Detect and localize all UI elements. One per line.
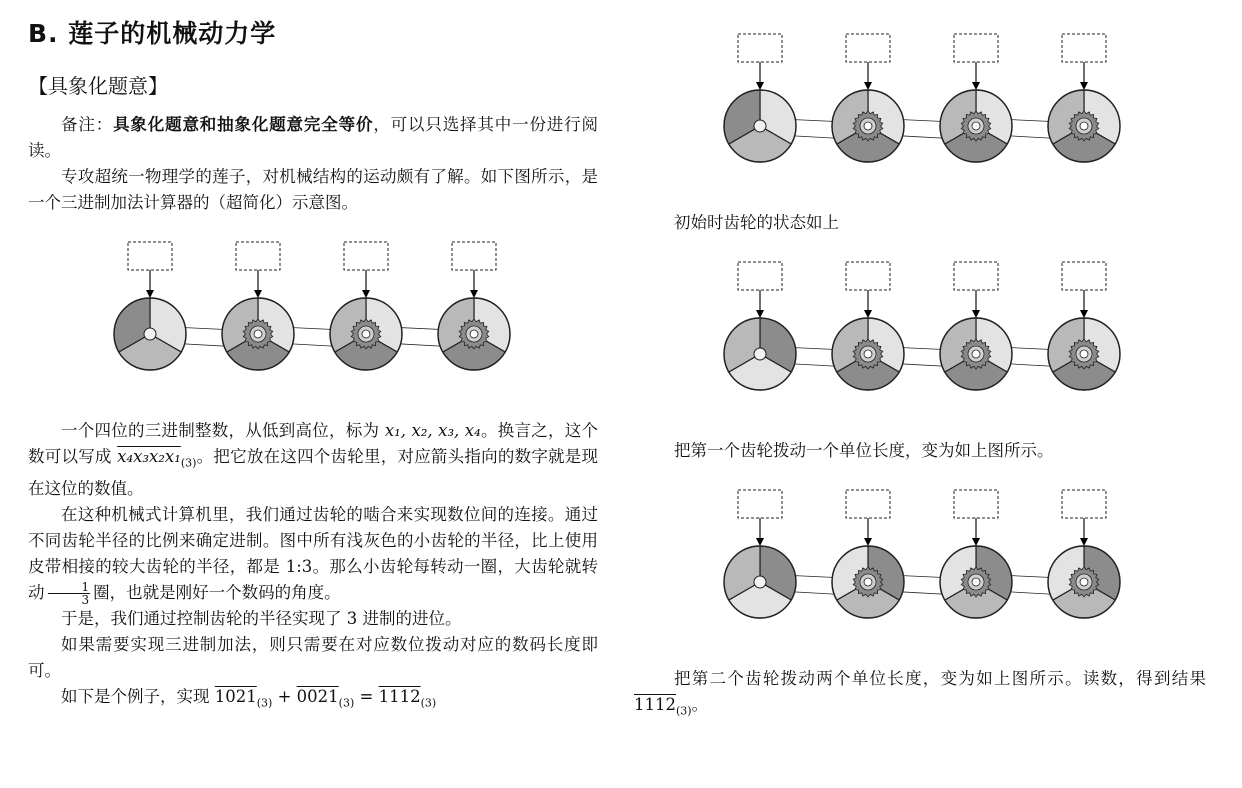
digit-box bbox=[954, 34, 998, 62]
intro-block bbox=[28, 112, 598, 216]
gears-text-a: 在这种机械式计算机里，我们通过齿轮的啮合来实现数位间的连接。通过不同齿轮半径的比例来确定进制。图中所有浅灰色的小齿轮的半径，比上使用皮带相接的较大齿轮的半径，都是 bbox=[28, 505, 598, 577]
digit-box bbox=[738, 34, 782, 62]
axle bbox=[1080, 578, 1088, 586]
diagram-left bbox=[100, 236, 530, 376]
example-base-3: (3) bbox=[420, 696, 437, 710]
axle bbox=[754, 348, 766, 360]
digits-paragraph bbox=[28, 418, 598, 502]
digit-box bbox=[954, 262, 998, 290]
axle bbox=[754, 120, 766, 132]
arrow-head bbox=[864, 538, 872, 546]
note-paragraph bbox=[28, 112, 598, 164]
caption-initial: 初始时齿轮的状态如上 bbox=[674, 213, 839, 232]
example-text: 如下是个例子，实现 bbox=[61, 687, 210, 707]
note-prefix: 备注： bbox=[61, 115, 114, 134]
gears-paragraph bbox=[28, 502, 598, 606]
number-notation: x₄x₃x₂x₁ bbox=[117, 447, 181, 466]
digit-box bbox=[236, 242, 280, 270]
caption-result: 1112 bbox=[634, 695, 676, 714]
arrow-head bbox=[1080, 538, 1088, 546]
axle bbox=[754, 576, 766, 588]
example-paragraph bbox=[28, 684, 598, 716]
digit-box bbox=[1062, 490, 1106, 518]
example-equals: = bbox=[359, 687, 374, 707]
digits-text-a: 一个四位的三进制整数，从低到高位，标为 bbox=[61, 421, 380, 440]
arrow-head bbox=[1080, 310, 1088, 318]
axle bbox=[1080, 122, 1088, 130]
arrow-head bbox=[864, 310, 872, 318]
carry-paragraph: 于是，我们通过控制齿轮的半径实现了 3 进制的进位。 bbox=[61, 609, 462, 629]
caption-step2-text: 把第二个齿轮拨动两个单位长度，变为如上图所示。读数，得到结果 bbox=[674, 669, 1206, 688]
digit-box bbox=[846, 262, 890, 290]
arrow-head bbox=[972, 310, 980, 318]
example-operand-1: 1021 bbox=[214, 687, 257, 707]
diagram-step2 bbox=[710, 484, 1140, 624]
digit-box bbox=[846, 490, 890, 518]
example-operand-2: 0021 bbox=[296, 687, 339, 707]
example-base-1: (3) bbox=[256, 696, 273, 710]
note-bold: 具象化题意和抽象化题意完全等价 bbox=[113, 115, 374, 134]
body-block bbox=[28, 418, 598, 717]
digit-box bbox=[1062, 34, 1106, 62]
axle bbox=[864, 578, 872, 586]
arrow-head bbox=[470, 290, 478, 298]
digit-box bbox=[344, 242, 388, 270]
diagram-initial bbox=[710, 28, 1140, 168]
intro-paragraph: 专攻超统一物理学的莲子，对机械结构的运动颇有了解。如下图所示，是一个三进制加法计算器的（超简化）示意图。 bbox=[28, 167, 598, 212]
arrow-head bbox=[756, 538, 764, 546]
diagram-step1 bbox=[710, 256, 1140, 396]
ratio-value: 1:3 bbox=[285, 557, 313, 577]
example-plus: + bbox=[277, 687, 292, 707]
digits-text-c: 。把它放在这四个齿轮里，对应箭头指向的数字就是现在这位的数值。 bbox=[28, 447, 599, 499]
note-suffix: ，可以只选择其中一份进行阅读。 bbox=[28, 115, 599, 160]
fraction bbox=[48, 581, 91, 606]
example-result: 1112 bbox=[378, 687, 421, 707]
caption-step2 bbox=[634, 666, 1206, 724]
gears-text-b: 。那么小齿轮每转动一圈，大齿轮就转动 bbox=[28, 557, 599, 603]
section-heading: 【具象化题意】 bbox=[28, 74, 168, 98]
digit-box bbox=[128, 242, 172, 270]
arrow-head bbox=[756, 82, 764, 90]
fraction-denominator: 3 bbox=[81, 593, 90, 608]
example-base-2: (3) bbox=[338, 696, 355, 710]
axle bbox=[470, 330, 478, 338]
axle bbox=[972, 578, 980, 586]
number-base: (3) bbox=[180, 456, 197, 470]
digit-box bbox=[846, 34, 890, 62]
gears-text-c: 圈，也就是刚好一个数码的角度。 bbox=[93, 583, 341, 603]
axle bbox=[362, 330, 370, 338]
arrow-head bbox=[972, 82, 980, 90]
arrow-head bbox=[146, 290, 154, 298]
arrow-head bbox=[1080, 82, 1088, 90]
digits-text-b: 。换言之，这个数可以写成 bbox=[28, 421, 599, 466]
arrow-head bbox=[362, 290, 370, 298]
add-paragraph: 如果需要实现三进制加法，则只需要在对应数位拨动对应的数码长度即可。 bbox=[28, 635, 598, 681]
digit-box bbox=[1062, 262, 1106, 290]
fraction-numerator: 1 bbox=[48, 581, 91, 594]
digit-box bbox=[738, 262, 782, 290]
arrow-head bbox=[254, 290, 262, 298]
arrow-head bbox=[864, 82, 872, 90]
digit-box bbox=[738, 490, 782, 518]
axle bbox=[864, 122, 872, 130]
digit-box bbox=[452, 242, 496, 270]
caption-end: 。 bbox=[691, 695, 709, 714]
axle bbox=[972, 350, 980, 358]
document-title: B. 莲子的机械动力学 bbox=[28, 19, 277, 48]
axle bbox=[864, 350, 872, 358]
digit-variables: x₁, x₂, x₃, x₄ bbox=[384, 421, 481, 440]
arrow-head bbox=[972, 538, 980, 546]
caption-step1: 把第一个齿轮拨动一个单位长度，变为如上图所示。 bbox=[674, 441, 1054, 460]
axle bbox=[254, 330, 262, 338]
digit-box bbox=[954, 490, 998, 518]
arrow-head bbox=[756, 310, 764, 318]
caption-result-base: (3) bbox=[676, 704, 692, 718]
axle bbox=[144, 328, 156, 340]
axle bbox=[972, 122, 980, 130]
axle bbox=[1080, 350, 1088, 358]
